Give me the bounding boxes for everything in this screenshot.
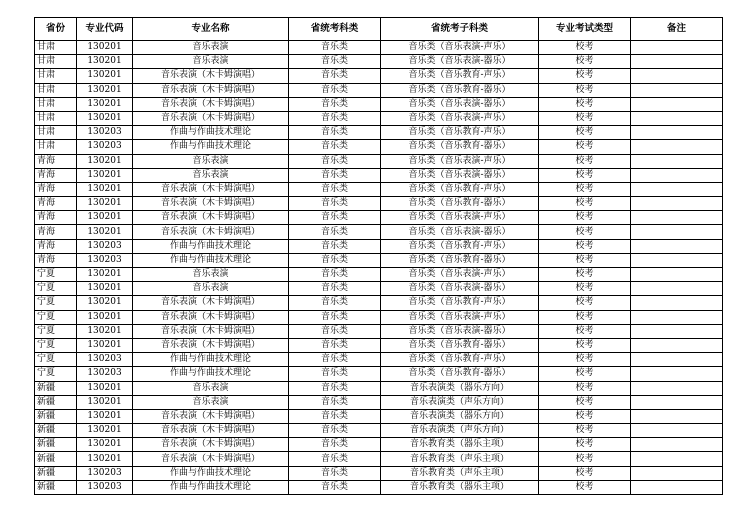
table-row	[35, 353, 723, 367]
cell-major-name: 音乐表演（木卡姆演唱）	[133, 111, 289, 125]
cell-exam-type: 校考	[539, 466, 631, 480]
cell-exam-subcategory: 音乐类（音乐表演-器乐）	[381, 97, 539, 111]
cell-major-code: 130201	[77, 69, 133, 83]
cell-major-code: 130203	[77, 253, 133, 267]
table-row	[35, 140, 723, 154]
cell-exam-category: 音乐类	[289, 182, 381, 196]
cell-province: 青海	[35, 182, 77, 196]
cell-province: 宁夏	[35, 367, 77, 381]
table-row	[35, 381, 723, 395]
cell-major-code: 130203	[77, 239, 133, 253]
cell-major-code: 130201	[77, 211, 133, 225]
cell-exam-subcategory: 音乐类（音乐教育-器乐）	[381, 140, 539, 154]
cell-major-name: 音乐表演	[133, 154, 289, 168]
cell-exam-category: 音乐类	[289, 111, 381, 125]
cell-major-code: 130203	[77, 466, 133, 480]
cell-exam-subcategory: 音乐类（音乐表演-器乐）	[381, 225, 539, 239]
table-row	[35, 83, 723, 97]
cell-exam-subcategory: 音乐类（音乐表演-声乐）	[381, 111, 539, 125]
cell-exam-category: 音乐类	[289, 55, 381, 69]
cell-province: 青海	[35, 225, 77, 239]
cell-exam-type: 校考	[539, 182, 631, 196]
cell-exam-subcategory: 音乐表演类（器乐方向）	[381, 381, 539, 395]
table-row	[35, 452, 723, 466]
admissions-table-sheet	[34, 17, 722, 495]
cell-exam-type: 校考	[539, 381, 631, 395]
cell-remarks	[631, 310, 723, 324]
cell-exam-type: 校考	[539, 253, 631, 267]
cell-exam-type: 校考	[539, 140, 631, 154]
cell-exam-category: 音乐类	[289, 310, 381, 324]
table-row	[35, 239, 723, 253]
cell-major-code: 130201	[77, 338, 133, 352]
cell-exam-type: 校考	[539, 296, 631, 310]
cell-exam-subcategory: 音乐教育类（器乐主项）	[381, 438, 539, 452]
cell-major-code: 130201	[77, 409, 133, 423]
cell-province: 新疆	[35, 381, 77, 395]
cell-exam-type: 校考	[539, 282, 631, 296]
cell-exam-type: 校考	[539, 424, 631, 438]
cell-exam-category: 音乐类	[289, 197, 381, 211]
cell-exam-subcategory: 音乐表演类（声乐方向）	[381, 424, 539, 438]
table-row	[35, 282, 723, 296]
cell-province: 甘肃	[35, 41, 77, 55]
header-major-code: 专业代码	[77, 18, 133, 41]
cell-major-code: 130201	[77, 168, 133, 182]
cell-province: 甘肃	[35, 83, 77, 97]
cell-exam-category: 音乐类	[289, 438, 381, 452]
cell-province: 青海	[35, 168, 77, 182]
cell-major-code: 130203	[77, 367, 133, 381]
cell-exam-category: 音乐类	[289, 69, 381, 83]
cell-province: 宁夏	[35, 310, 77, 324]
cell-remarks	[631, 466, 723, 480]
table-row	[35, 466, 723, 480]
cell-remarks	[631, 268, 723, 282]
cell-major-code: 130201	[77, 310, 133, 324]
cell-major-code: 130201	[77, 97, 133, 111]
cell-major-name: 作曲与作曲技术理论	[133, 367, 289, 381]
cell-province: 甘肃	[35, 97, 77, 111]
cell-major-code: 130201	[77, 324, 133, 338]
cell-exam-type: 校考	[539, 83, 631, 97]
cell-major-name: 音乐表演	[133, 268, 289, 282]
cell-exam-type: 校考	[539, 310, 631, 324]
cell-exam-type: 校考	[539, 338, 631, 352]
cell-remarks	[631, 168, 723, 182]
table-row	[35, 154, 723, 168]
cell-remarks	[631, 409, 723, 423]
cell-province: 青海	[35, 211, 77, 225]
cell-exam-type: 校考	[539, 225, 631, 239]
table-row	[35, 182, 723, 196]
cell-remarks	[631, 296, 723, 310]
cell-exam-subcategory: 音乐教育类（声乐主项）	[381, 466, 539, 480]
cell-exam-category: 音乐类	[289, 126, 381, 140]
cell-province: 甘肃	[35, 126, 77, 140]
table-row	[35, 41, 723, 55]
cell-major-code: 130201	[77, 296, 133, 310]
cell-exam-type: 校考	[539, 211, 631, 225]
cell-exam-type: 校考	[539, 168, 631, 182]
cell-exam-category: 音乐类	[289, 381, 381, 395]
cell-major-name: 音乐表演	[133, 168, 289, 182]
cell-major-name: 音乐表演（木卡姆演唱）	[133, 97, 289, 111]
cell-exam-category: 音乐类	[289, 367, 381, 381]
cell-exam-subcategory: 音乐表演类（器乐方向）	[381, 409, 539, 423]
cell-major-code: 130201	[77, 154, 133, 168]
cell-exam-subcategory: 音乐类（音乐教育-器乐）	[381, 338, 539, 352]
cell-exam-type: 校考	[539, 111, 631, 125]
majors-table	[34, 17, 723, 495]
cell-remarks	[631, 395, 723, 409]
table-row	[35, 324, 723, 338]
cell-major-name: 作曲与作曲技术理论	[133, 126, 289, 140]
table-row	[35, 409, 723, 423]
cell-exam-subcategory: 音乐类（音乐表演-声乐）	[381, 310, 539, 324]
cell-major-name: 音乐表演（木卡姆演唱）	[133, 438, 289, 452]
cell-province: 甘肃	[35, 140, 77, 154]
cell-major-name: 作曲与作曲技术理论	[133, 140, 289, 154]
cell-province: 宁夏	[35, 282, 77, 296]
cell-major-name: 作曲与作曲技术理论	[133, 253, 289, 267]
cell-major-name: 音乐表演（木卡姆演唱）	[133, 225, 289, 239]
table-row	[35, 97, 723, 111]
cell-exam-category: 音乐类	[289, 409, 381, 423]
cell-exam-type: 校考	[539, 480, 631, 494]
cell-exam-type: 校考	[539, 353, 631, 367]
cell-exam-subcategory: 音乐类（音乐教育-声乐）	[381, 296, 539, 310]
cell-major-code: 130201	[77, 424, 133, 438]
cell-major-name: 音乐表演	[133, 282, 289, 296]
cell-province: 新疆	[35, 452, 77, 466]
cell-major-code: 130201	[77, 225, 133, 239]
cell-remarks	[631, 97, 723, 111]
table-row	[35, 310, 723, 324]
cell-exam-category: 音乐类	[289, 154, 381, 168]
cell-exam-category: 音乐类	[289, 466, 381, 480]
cell-remarks	[631, 338, 723, 352]
cell-exam-subcategory: 音乐类（音乐表演-器乐）	[381, 324, 539, 338]
cell-exam-category: 音乐类	[289, 296, 381, 310]
cell-remarks	[631, 438, 723, 452]
header-exam-category: 省统考科类	[289, 18, 381, 41]
table-row	[35, 126, 723, 140]
table-body	[35, 41, 723, 495]
cell-exam-category: 音乐类	[289, 452, 381, 466]
cell-remarks	[631, 197, 723, 211]
cell-exam-subcategory: 音乐表演类（声乐方向）	[381, 395, 539, 409]
table-row	[35, 69, 723, 83]
table-row	[35, 111, 723, 125]
cell-major-name: 音乐表演	[133, 41, 289, 55]
cell-exam-subcategory: 音乐类（音乐教育-声乐）	[381, 126, 539, 140]
cell-major-code: 130201	[77, 452, 133, 466]
cell-major-code: 130201	[77, 282, 133, 296]
cell-exam-category: 音乐类	[289, 239, 381, 253]
cell-major-code: 130203	[77, 353, 133, 367]
cell-major-name: 音乐表演（木卡姆演唱）	[133, 83, 289, 97]
cell-remarks	[631, 154, 723, 168]
cell-province: 宁夏	[35, 296, 77, 310]
cell-exam-type: 校考	[539, 324, 631, 338]
cell-remarks	[631, 480, 723, 494]
cell-major-code: 130201	[77, 55, 133, 69]
cell-exam-type: 校考	[539, 197, 631, 211]
cell-exam-type: 校考	[539, 69, 631, 83]
cell-remarks	[631, 182, 723, 196]
cell-exam-subcategory: 音乐类（音乐教育-声乐）	[381, 353, 539, 367]
cell-exam-category: 音乐类	[289, 395, 381, 409]
cell-province: 宁夏	[35, 353, 77, 367]
cell-province: 新疆	[35, 424, 77, 438]
cell-exam-subcategory: 音乐类（音乐教育-器乐）	[381, 83, 539, 97]
cell-remarks	[631, 381, 723, 395]
header-remarks: 备注	[631, 18, 723, 41]
cell-major-code: 130201	[77, 111, 133, 125]
cell-exam-subcategory: 音乐类（音乐教育-声乐）	[381, 182, 539, 196]
header-exam-type: 专业考试类型	[539, 18, 631, 41]
cell-remarks	[631, 211, 723, 225]
cell-exam-type: 校考	[539, 452, 631, 466]
cell-major-code: 130201	[77, 197, 133, 211]
cell-major-code: 130201	[77, 182, 133, 196]
cell-exam-type: 校考	[539, 409, 631, 423]
cell-major-code: 130201	[77, 83, 133, 97]
cell-province: 甘肃	[35, 111, 77, 125]
table-row	[35, 55, 723, 69]
cell-exam-subcategory: 音乐类（音乐教育-声乐）	[381, 69, 539, 83]
cell-exam-category: 音乐类	[289, 83, 381, 97]
cell-exam-subcategory: 音乐类（音乐表演-器乐）	[381, 168, 539, 182]
cell-exam-category: 音乐类	[289, 140, 381, 154]
cell-province: 青海	[35, 197, 77, 211]
cell-major-name: 音乐表演（木卡姆演唱）	[133, 409, 289, 423]
cell-major-name: 音乐表演	[133, 381, 289, 395]
cell-major-name: 音乐表演	[133, 55, 289, 69]
cell-exam-subcategory: 音乐类（音乐表演-器乐）	[381, 282, 539, 296]
cell-exam-category: 音乐类	[289, 480, 381, 494]
table-row	[35, 338, 723, 352]
cell-major-name: 音乐表演（木卡姆演唱）	[133, 69, 289, 83]
table-row	[35, 438, 723, 452]
cell-province: 青海	[35, 253, 77, 267]
cell-exam-type: 校考	[539, 97, 631, 111]
cell-province: 新疆	[35, 480, 77, 494]
cell-remarks	[631, 452, 723, 466]
table-row	[35, 268, 723, 282]
header-major-name: 专业名称	[133, 18, 289, 41]
table-row	[35, 197, 723, 211]
cell-exam-category: 音乐类	[289, 168, 381, 182]
cell-exam-category: 音乐类	[289, 282, 381, 296]
cell-major-code: 130203	[77, 480, 133, 494]
header-row	[35, 18, 723, 41]
cell-province: 青海	[35, 239, 77, 253]
cell-exam-subcategory: 音乐类（音乐教育-器乐）	[381, 367, 539, 381]
cell-province: 宁夏	[35, 324, 77, 338]
cell-exam-type: 校考	[539, 55, 631, 69]
cell-major-name: 作曲与作曲技术理论	[133, 353, 289, 367]
cell-exam-type: 校考	[539, 268, 631, 282]
cell-province: 甘肃	[35, 55, 77, 69]
cell-exam-category: 音乐类	[289, 225, 381, 239]
table-row	[35, 253, 723, 267]
cell-major-name: 音乐表演（木卡姆演唱）	[133, 182, 289, 196]
cell-exam-subcategory: 音乐类（音乐表演-声乐）	[381, 41, 539, 55]
cell-province: 新疆	[35, 466, 77, 480]
table-row	[35, 211, 723, 225]
cell-remarks	[631, 367, 723, 381]
cell-exam-type: 校考	[539, 367, 631, 381]
cell-exam-subcategory: 音乐类（音乐教育-器乐）	[381, 197, 539, 211]
header-exam-subcategory: 省统考子科类	[381, 18, 539, 41]
cell-remarks	[631, 353, 723, 367]
cell-exam-category: 音乐类	[289, 253, 381, 267]
cell-exam-category: 音乐类	[289, 353, 381, 367]
cell-province: 新疆	[35, 438, 77, 452]
cell-remarks	[631, 140, 723, 154]
cell-major-name: 作曲与作曲技术理论	[133, 466, 289, 480]
cell-exam-type: 校考	[539, 438, 631, 452]
cell-exam-type: 校考	[539, 239, 631, 253]
cell-province: 青海	[35, 154, 77, 168]
cell-remarks	[631, 225, 723, 239]
cell-exam-subcategory: 音乐类（音乐教育-器乐）	[381, 253, 539, 267]
cell-remarks	[631, 239, 723, 253]
cell-major-code: 130201	[77, 395, 133, 409]
cell-remarks	[631, 83, 723, 97]
cell-exam-category: 音乐类	[289, 268, 381, 282]
cell-major-name: 音乐表演（木卡姆演唱）	[133, 324, 289, 338]
table-row	[35, 395, 723, 409]
cell-major-code: 130201	[77, 438, 133, 452]
table-row	[35, 296, 723, 310]
cell-major-name: 音乐表演（木卡姆演唱）	[133, 296, 289, 310]
cell-remarks	[631, 324, 723, 338]
cell-remarks	[631, 69, 723, 83]
cell-major-name: 音乐表演	[133, 395, 289, 409]
cell-province: 宁夏	[35, 268, 77, 282]
cell-exam-type: 校考	[539, 154, 631, 168]
cell-remarks	[631, 41, 723, 55]
cell-exam-category: 音乐类	[289, 211, 381, 225]
cell-remarks	[631, 111, 723, 125]
header-province: 省份	[35, 18, 77, 41]
cell-major-name: 作曲与作曲技术理论	[133, 480, 289, 494]
cell-province: 新疆	[35, 395, 77, 409]
cell-major-name: 音乐表演（木卡姆演唱）	[133, 338, 289, 352]
cell-remarks	[631, 126, 723, 140]
cell-major-name: 作曲与作曲技术理论	[133, 239, 289, 253]
cell-major-name: 音乐表演（木卡姆演唱）	[133, 211, 289, 225]
cell-exam-subcategory: 音乐教育类（器乐主项）	[381, 480, 539, 494]
table-row	[35, 424, 723, 438]
table-row	[35, 225, 723, 239]
cell-remarks	[631, 55, 723, 69]
cell-exam-category: 音乐类	[289, 41, 381, 55]
cell-province: 甘肃	[35, 69, 77, 83]
cell-exam-subcategory: 音乐教育类（声乐主项）	[381, 452, 539, 466]
cell-exam-type: 校考	[539, 41, 631, 55]
table-row	[35, 367, 723, 381]
cell-exam-type: 校考	[539, 395, 631, 409]
cell-major-name: 音乐表演（木卡姆演唱）	[133, 452, 289, 466]
cell-exam-category: 音乐类	[289, 97, 381, 111]
table-row	[35, 480, 723, 494]
cell-exam-category: 音乐类	[289, 324, 381, 338]
cell-major-name: 音乐表演（木卡姆演唱）	[133, 424, 289, 438]
cell-remarks	[631, 424, 723, 438]
cell-exam-category: 音乐类	[289, 424, 381, 438]
cell-exam-subcategory: 音乐类（音乐表演-声乐）	[381, 154, 539, 168]
cell-exam-category: 音乐类	[289, 338, 381, 352]
cell-remarks	[631, 253, 723, 267]
cell-exam-type: 校考	[539, 126, 631, 140]
cell-major-code: 130201	[77, 268, 133, 282]
cell-major-name: 音乐表演（木卡姆演唱）	[133, 310, 289, 324]
cell-exam-subcategory: 音乐类（音乐表演-声乐）	[381, 268, 539, 282]
cell-major-code: 130203	[77, 126, 133, 140]
cell-exam-subcategory: 音乐类（音乐表演-器乐）	[381, 55, 539, 69]
cell-exam-subcategory: 音乐类（音乐表演-声乐）	[381, 211, 539, 225]
cell-major-code: 130201	[77, 381, 133, 395]
cell-province: 宁夏	[35, 338, 77, 352]
cell-major-name: 音乐表演（木卡姆演唱）	[133, 197, 289, 211]
cell-remarks	[631, 282, 723, 296]
table-row	[35, 168, 723, 182]
cell-major-code: 130203	[77, 140, 133, 154]
cell-major-code: 130201	[77, 41, 133, 55]
cell-province: 新疆	[35, 409, 77, 423]
cell-exam-subcategory: 音乐类（音乐教育-声乐）	[381, 239, 539, 253]
